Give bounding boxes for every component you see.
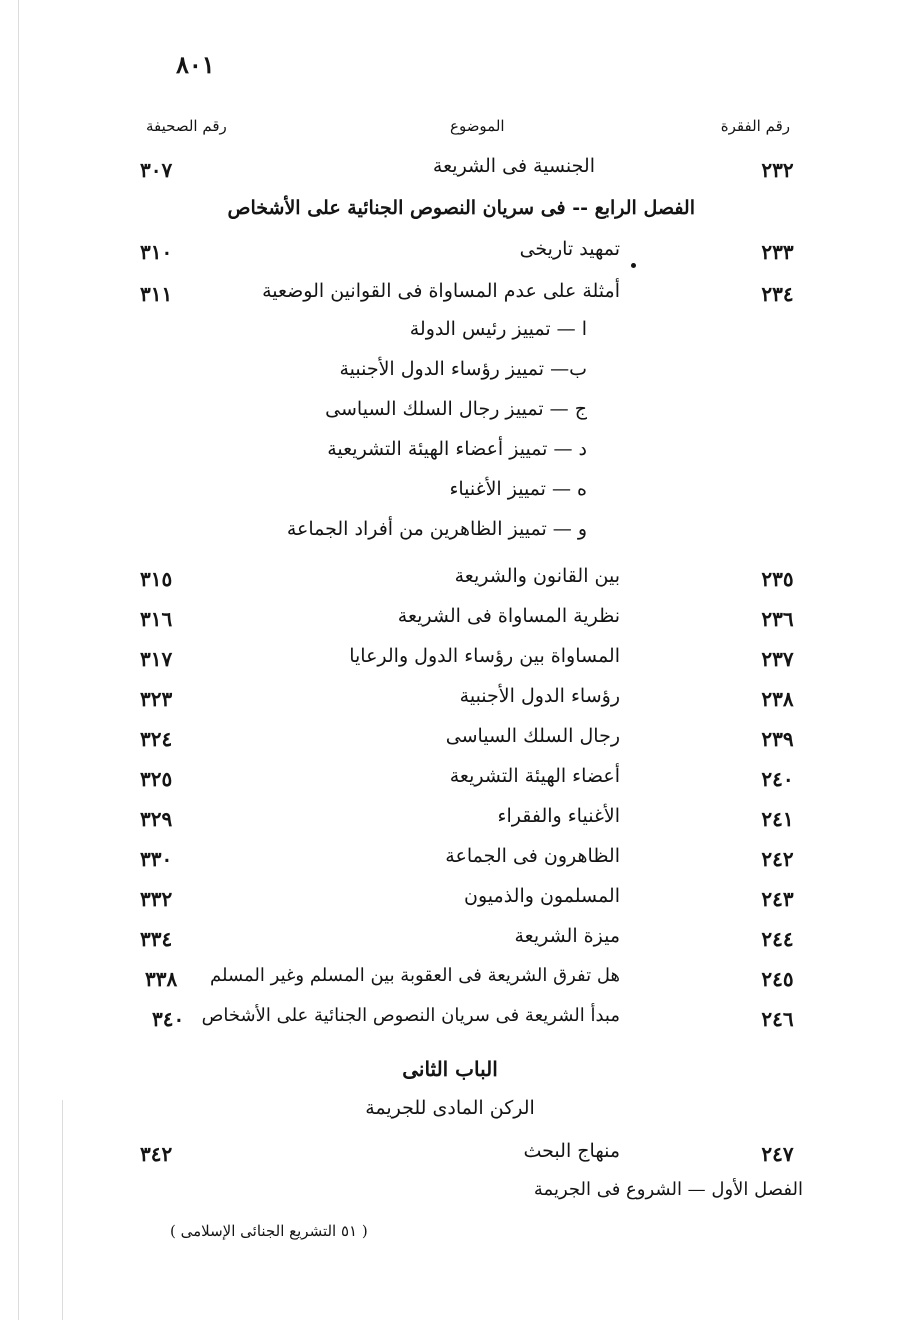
paragraph-number: ٢٤٢ (761, 847, 794, 871)
column-header-topic: الموضوع (450, 117, 505, 135)
paragraph-number: ٢٣٩ (761, 727, 794, 751)
entry-title: منهاج البحث (523, 1140, 620, 1162)
entry-title: المساواة بين رؤساء الدول والرعايا (349, 645, 620, 667)
entry-title: الأغنياء والفقراء (497, 805, 620, 827)
chapter-heading: الفصل الأول — الشروع فى الجريمة (533, 1179, 803, 1200)
page-reference: ٣١٧ (140, 647, 173, 671)
sub-item: ا — تمييز رئيس الدولة (409, 318, 587, 340)
entry-title: أعضاء الهيئة التشريعة (449, 765, 620, 787)
paragraph-number: ٢٣٥ (761, 567, 794, 591)
sub-item: و — تمييز الظاهرين من أفراد الجماعة (286, 518, 587, 540)
sub-item: د — تمييز أعضاء الهيئة التشريعية (327, 438, 587, 460)
section-title: الباب الثانى (402, 1057, 498, 1081)
page-reference: ٣٣٨ (145, 967, 178, 991)
paragraph-number: ٢٤٤ (761, 927, 794, 951)
paragraph-number: ٢٣٦ (761, 607, 794, 631)
sub-item: ب— تمييز رؤساء الدول الأجنبية (339, 358, 587, 380)
paragraph-number: ٢٣٢ (761, 158, 794, 182)
paragraph-number: ٢٤٦ (761, 1007, 794, 1031)
chapter-heading: الفصل الرابع -- فى سريان النصوص الجنائية على الأشخاص (227, 197, 695, 219)
sub-item: ج — تمييز رجال السلك السياسى (325, 398, 587, 420)
paragraph-number: ٢٤١ (761, 807, 794, 831)
sub-item: ه — تمييز الأغنياء (449, 478, 587, 500)
page-reference: ٣١٠ (140, 240, 173, 264)
entry-title: الجنسية فى الشريعة (432, 155, 595, 177)
page-reference: ٣٤٠ (152, 1007, 185, 1031)
page-number: ٨٠١ (176, 50, 215, 79)
entry-title: الظاهرون فى الجماعة (445, 845, 620, 867)
entry-title: هل تفرق الشريعة فى العقوبة بين المسلم وغير المسلم (210, 965, 620, 986)
paragraph-number: ٢٤٥ (761, 967, 794, 991)
page-reference: ٣١٥ (140, 567, 173, 591)
page-reference: ٣١١ (140, 282, 173, 306)
paragraph-number: ٢٣٣ (761, 240, 794, 264)
scan-edge-line (18, 0, 19, 1320)
paragraph-number: ٢٤٧ (761, 1142, 794, 1166)
page-reference: ٣٠٧ (140, 158, 173, 182)
page-reference: ٣٢٩ (140, 807, 173, 831)
paragraph-number: ٢٤٠ (761, 767, 794, 791)
entry-title: ميزة الشريعة (514, 925, 620, 947)
scan-edge-line (62, 1100, 63, 1320)
entry-title: أمثلة على عدم المساواة فى القوانين الوضعية (262, 280, 620, 302)
entry-title: مبدأ الشريعة فى سريان النصوص الجنائية على الأشخاص (201, 1005, 620, 1026)
paragraph-number: ٢٣٨ (761, 687, 794, 711)
page-reference: ٣١٦ (140, 607, 173, 631)
page-reference: ٣٣٠ (140, 847, 173, 871)
entry-title: المسلمون والذميون (464, 885, 620, 907)
entry-title: رجال السلك السياسى (445, 725, 620, 747)
page-reference: ٣٤٢ (140, 1142, 173, 1166)
section-subtitle: الركن المادى للجريمة (365, 1097, 535, 1119)
entry-title: نظرية المساواة فى الشريعة (397, 605, 620, 627)
column-header-paragraph: رقم الفقرة (720, 117, 790, 135)
paragraph-number: ٢٣٤ (761, 282, 794, 306)
page-reference: ٣٢٥ (140, 767, 173, 791)
page-reference: ٣٣٤ (140, 927, 173, 951)
page-reference: ٣٢٤ (140, 727, 173, 751)
footer-signature: ( ٥١ التشريع الجنائى الإسلامى ) (170, 1222, 368, 1240)
column-header-page: رقم الصحيفة (146, 117, 227, 135)
ink-speck (631, 263, 636, 268)
page-reference: ٣٣٢ (140, 887, 173, 911)
entry-title: تمهيد تاريخى (519, 238, 620, 260)
entry-title: بين القانون والشريعة (454, 565, 620, 587)
paragraph-number: ٢٤٣ (761, 887, 794, 911)
paragraph-number: ٢٣٧ (761, 647, 794, 671)
page-reference: ٣٢٣ (140, 687, 173, 711)
entry-title: رؤساء الدول الأجنبية (459, 685, 620, 707)
